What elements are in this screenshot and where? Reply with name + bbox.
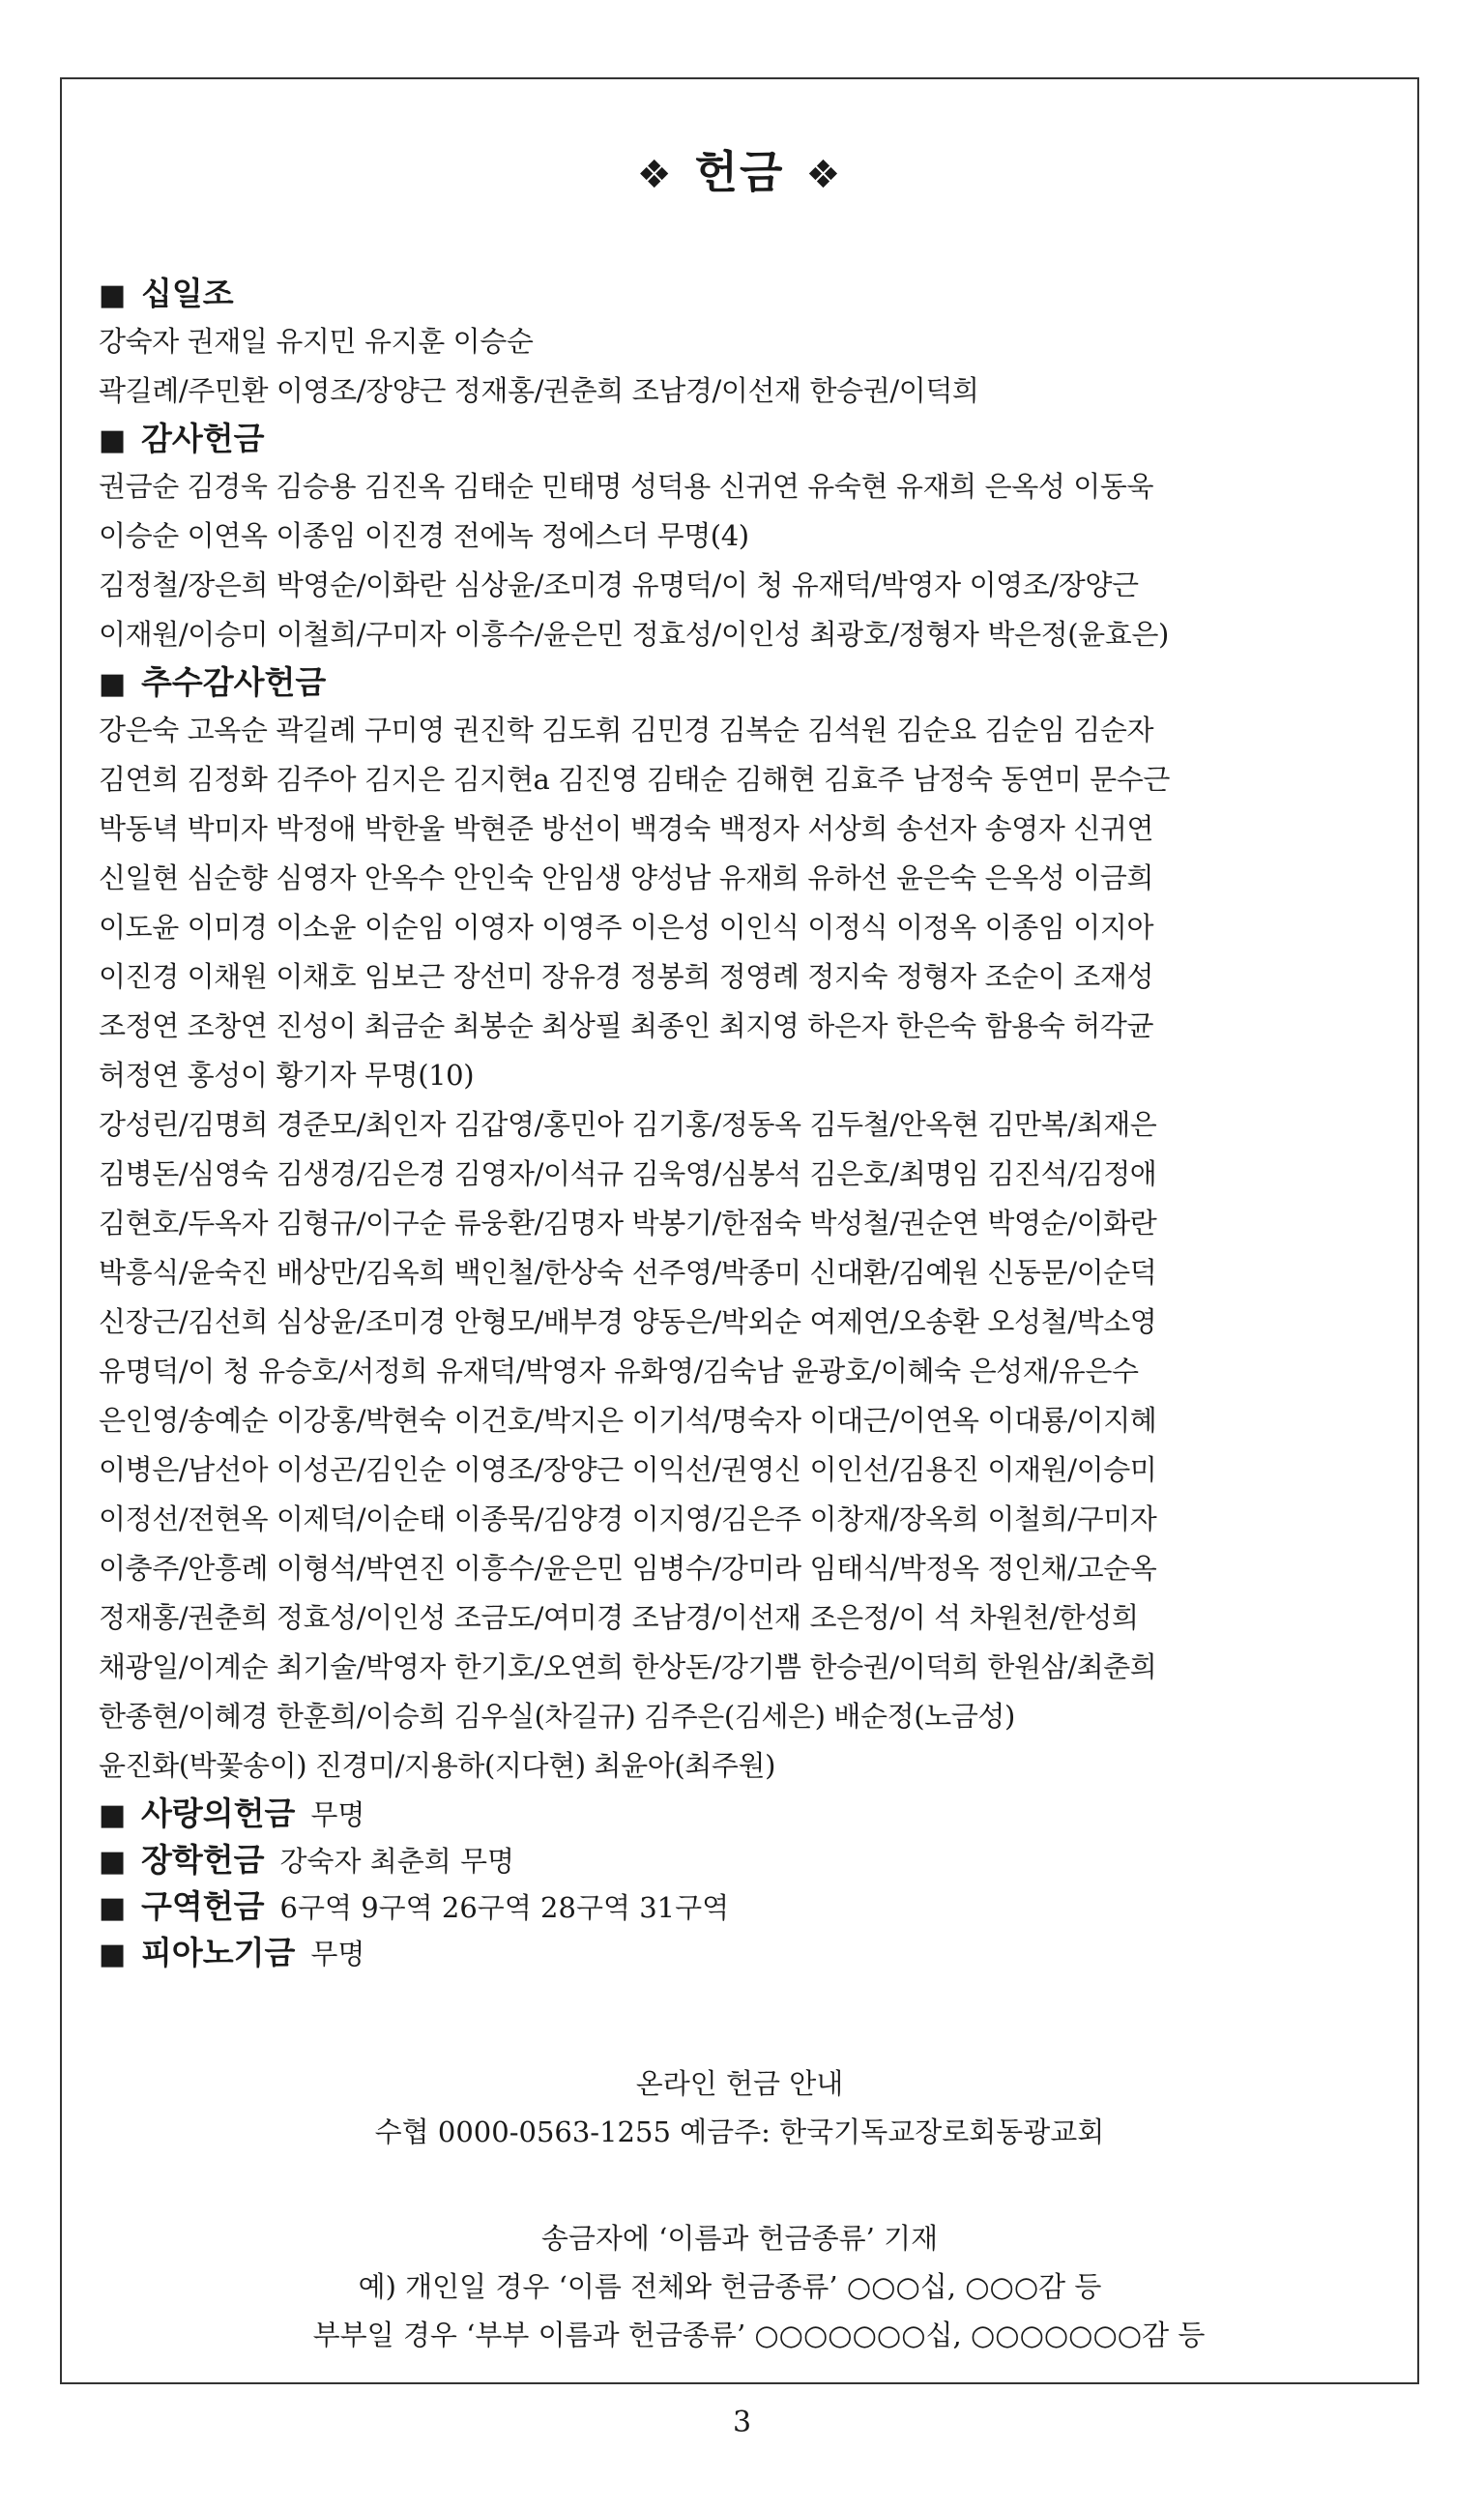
diamond-ornament-icon: ❖: [805, 153, 843, 197]
donor-line: 곽길례/주민환 이영조/장양근 정재홍/권춘희 조남경/이선재 한승권/이덕희: [99, 374, 979, 407]
section-heading-district: [99, 1883, 1382, 1930]
donor-line: 김연희 김정화 김주아 김지은 김지현a 김진영 김태순 김해현 김효주 남정숙 동연미 문수근: [99, 763, 1170, 796]
page-number: 3: [732, 2406, 752, 2439]
donor-line: 한종현/이혜경 한훈희/이승희 김우실(차길규) 김주은(김세은) 배순정(노금성): [99, 1700, 1015, 1733]
donor-line: 이진경 이채원 이채호 임보근 장선미 장유경 정봉희 정영례 정지숙 정형자 조순이 조재성: [99, 960, 1154, 993]
section-title: 장학헌금: [141, 1841, 265, 1879]
donor-line: 강성린/김명희 경준모/최인자 김갑영/홍민아 김기홍/정동옥 김두철/안옥현 김만복/최재은: [99, 1108, 1157, 1141]
section-title: 구역헌금: [141, 1887, 265, 1925]
square-bullet-icon: ■: [99, 1891, 127, 1925]
bank-account: 수협 0000-0563-1255 예금주: 한국기독교장로회동광교회: [374, 2115, 1105, 2148]
square-bullet-icon: ■: [99, 1798, 127, 1832]
notice-title: 온라인 헌금 안내: [635, 2067, 844, 2100]
donor-line: 권금순 김경욱 김승용 김진옥 김태순 민태명 성덕용 신귀연 유숙현 유재희 은옥성 이동욱: [99, 470, 1154, 503]
donor-line: 강은숙 고옥순 곽길례 구미영 권진학 김도휘 김민경 김복순 김석원 김순요 김순임 김순자: [99, 714, 1154, 746]
donor-line: 박동녁 박미자 박정애 박한울 박현준 방선이 백경숙 백정자 서상희 송선자 송영자 신귀연: [99, 812, 1154, 845]
offering-list: [99, 271, 1382, 1976]
section-title: 피아노기금: [141, 1934, 296, 1971]
donor-line: 허정연 홍성이 황기자 무명(10): [99, 1059, 475, 1092]
donor-line: 정재홍/권춘희 정효성/이인성 조금도/여미경 조남경/이선재 조은정/이 석 차원천/한성희: [99, 1601, 1139, 1634]
donor-line: 김병돈/심영숙 김생경/김은경 김영자/이석규 김욱영/심봉석 김은호/최명임 김진석/김정애: [99, 1157, 1157, 1190]
section-donors: 강숙자 최춘희 무명: [279, 1845, 515, 1878]
donor-line: 이재원/이승미 이철희/구미자 이흥수/윤은민 정효성/이인성 최광호/정형자 박은정(윤효은): [99, 618, 1169, 651]
offering-box: [60, 77, 1419, 2384]
section-heading-tithe: [99, 271, 1382, 317]
donor-line: 강숙자 권재일 유지민 유지훈 이승순: [99, 325, 534, 358]
donor-line: 윤진화(박꽃송이) 진경미/지용하(지다현) 최윤아(최주원): [99, 1749, 775, 1782]
donor-line: 신일현 심순향 심영자 안옥수 안인숙 안임생 양성남 유재희 유하선 윤은숙 은옥성 이금희: [99, 861, 1154, 894]
diamond-ornament-icon: ❖: [636, 153, 674, 197]
donor-line: 김정철/장은희 박영순/이화란 심상윤/조미경 유명덕/이 청 유재덕/박영자 이영조/장양근: [99, 569, 1139, 601]
section-heading-thanks: [99, 416, 1382, 462]
donor-line: 은인영/송예순 이강홍/박현숙 이건호/박지은 이기석/명숙자 이대근/이연옥 이대룡/이지혜: [99, 1404, 1157, 1437]
short-offering-sections: [99, 1791, 1382, 1976]
square-bullet-icon: ■: [99, 1845, 127, 1879]
example-individual: 예) 개인일 경우 ‘이름 전체와 헌금종류’ ○○○십, ○○○감 등: [358, 2270, 1102, 2303]
square-bullet-icon: ■: [99, 423, 127, 457]
online-offering-notice: [62, 2059, 1417, 2359]
donor-line: 이정선/전현옥 이제덕/이순태 이종묵/김양경 이지영/김은주 이창재/장옥희 이철희/구미자: [99, 1502, 1157, 1535]
section-title: 십일조: [141, 275, 234, 312]
donor-line: 이승순 이연옥 이종임 이진경 전에녹 정에스더 무명(4): [99, 519, 749, 552]
section-donors: 6구역 9구역 26구역 28구역 31구역: [279, 1891, 730, 1924]
donor-line: 이충주/안흥례 이형석/박연진 이흥수/윤은민 임병수/강미라 임태식/박정옥 정인채/고순옥: [99, 1552, 1157, 1585]
donor-line: 유명덕/이 청 유승호/서정희 유재덕/박영자 유화영/김숙남 윤광호/이혜숙 은성재/유은수: [99, 1355, 1139, 1387]
section-heading-harvest: [99, 659, 1382, 706]
square-bullet-icon: ■: [99, 1938, 127, 1971]
title-text: 헌금: [694, 146, 785, 198]
example-couple: 부부일 경우 ‘부부 이름과 헌금종류’ ○○○○○○○십, ○○○○○○○감 등: [312, 2319, 1206, 2351]
square-bullet-icon: ■: [99, 667, 127, 701]
section-title: 사랑의헌금: [141, 1794, 296, 1832]
donor-line: 채광일/이계순 최기술/박영자 한기호/오연희 한상돈/강기쁨 한승권/이덕희 한원삼/최춘희: [99, 1650, 1157, 1683]
donor-line: 신장근/김선희 심상윤/조미경 안형모/배부경 양동은/박외순 여제연/오송환 오성철/박소영: [99, 1305, 1157, 1338]
page-title: [62, 137, 1417, 201]
section-heading-love: [99, 1791, 1382, 1837]
donor-line: 조정연 조창연 진성이 최금순 최봉순 최상필 최종인 최지영 하은자 한은숙 함용숙 허각균: [99, 1009, 1154, 1042]
section-donors: 무명: [310, 1798, 365, 1831]
section-title: 감사헌금: [141, 420, 265, 457]
donor-line: 김현호/두옥자 김형규/이구순 류웅환/김명자 박봉기/한점숙 박성철/권순연 박영순/이화란: [99, 1207, 1157, 1240]
donor-line: 이병은/남선아 이성곤/김인순 이영조/장양근 이익선/권영신 이인선/김용진 이재원/이승미: [99, 1453, 1157, 1486]
donor-line: 이도윤 이미경 이소윤 이순임 이영자 이영주 이은성 이인식 이정식 이정옥 이종임 이지아: [99, 911, 1154, 944]
section-title: 추수감사헌금: [141, 663, 327, 701]
section-donors: 무명: [310, 1938, 365, 1970]
offering-sections: [99, 271, 1382, 1791]
square-bullet-icon: ■: [99, 278, 127, 312]
donor-line: 박흥식/윤숙진 배상만/김옥희 백인철/한상숙 선주영/박종미 신대환/김예원 신동문/이순덕: [99, 1256, 1157, 1289]
notice-instruction: 송금자에 ‘이름과 헌금종류’ 기재: [540, 2222, 939, 2255]
section-heading-piano: [99, 1930, 1382, 1976]
section-heading-scholarship: [99, 1837, 1382, 1883]
